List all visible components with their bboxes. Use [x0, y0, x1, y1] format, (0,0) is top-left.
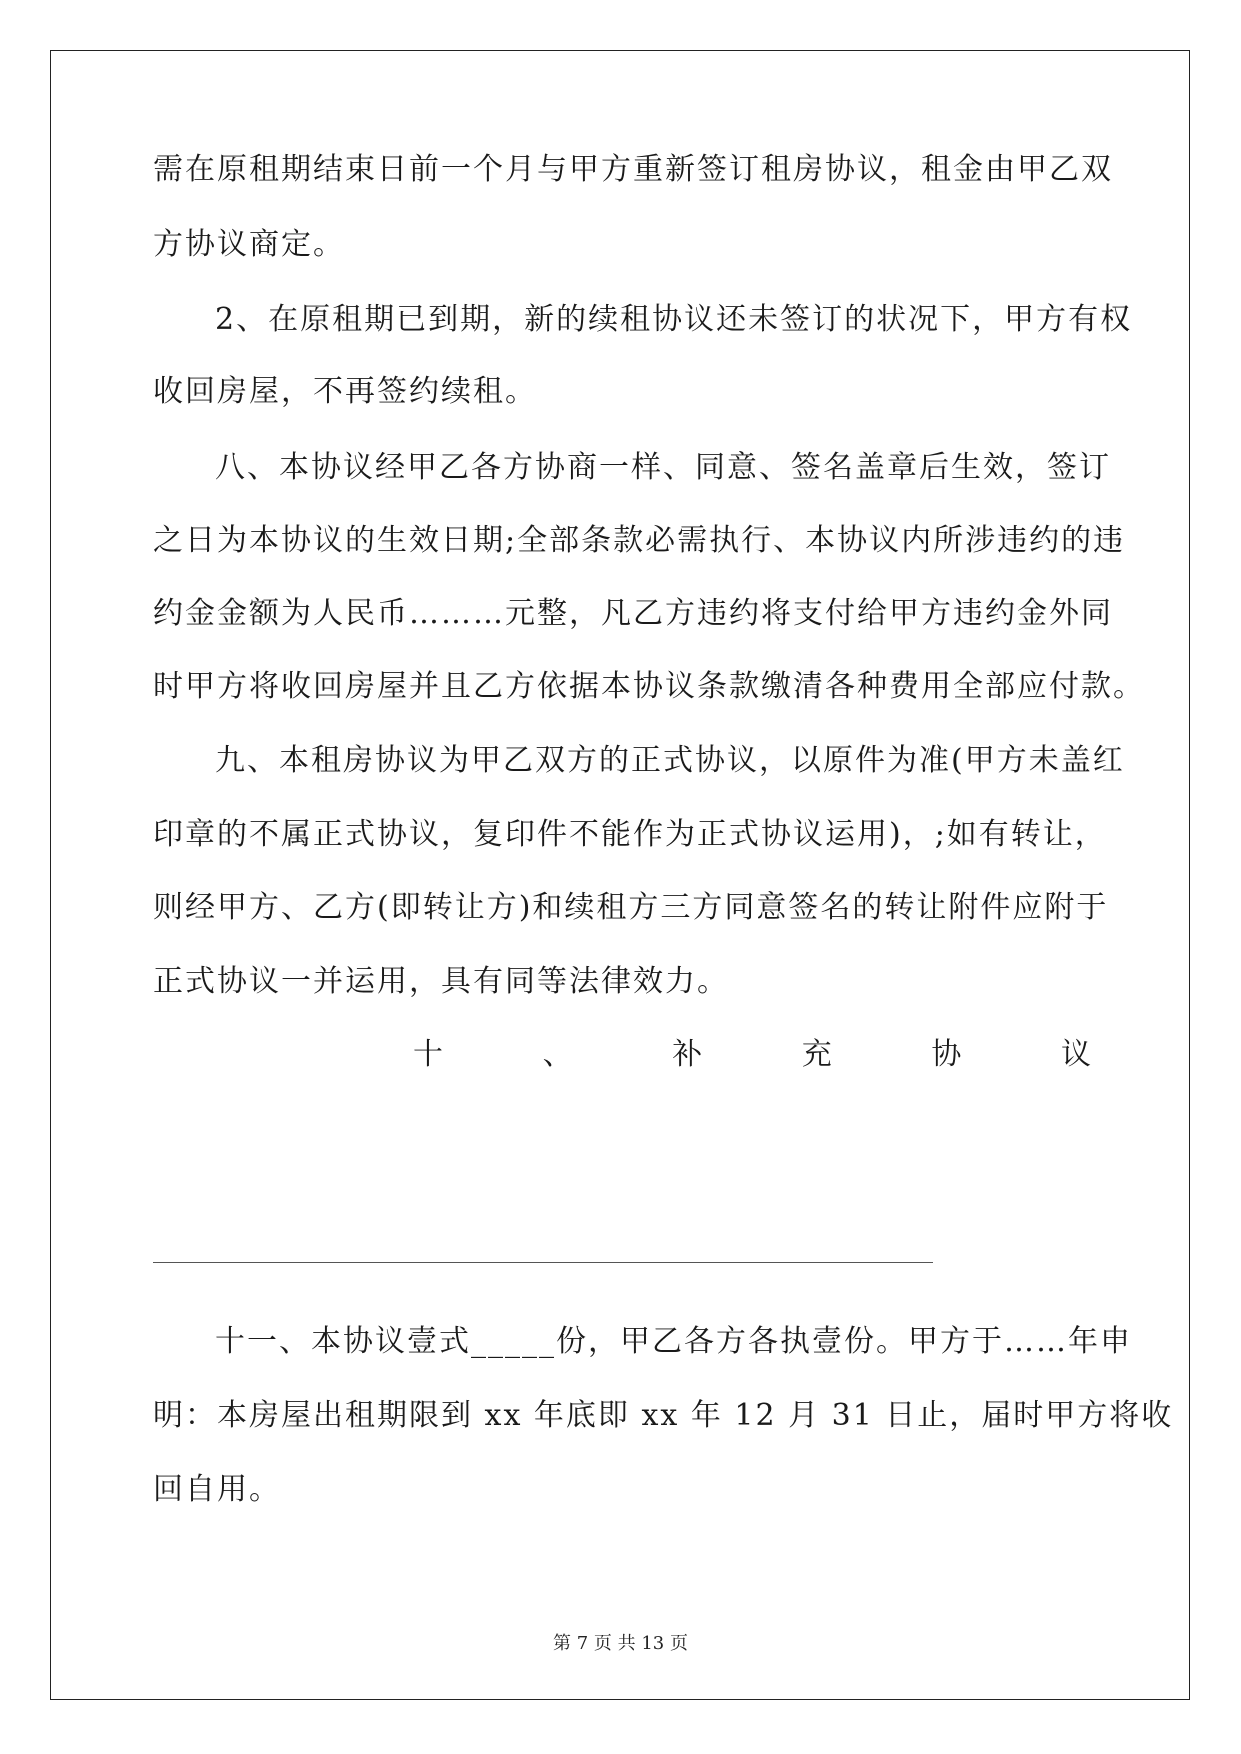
text-line-8: 时甲方将收回房屋并且乙方依据本协议条款缴清各种费用全部应付款。: [153, 669, 1145, 704]
text-line-2: 方协议商定。: [153, 227, 345, 262]
text-line-6: 之日为本协议的生效日期;全部条款必需执行、本协议内所涉违约的违: [153, 523, 1126, 558]
text-line-9: 九、本租房协议为甲乙双方的正式协议，以原件为准(甲方未盖红: [215, 743, 1125, 778]
section-heading: [153, 1035, 1093, 1075]
text-line-10: 印章的不属正式协议，复印件不能作为正式协议运用)，;如有转让，: [153, 817, 1107, 852]
heading-char: 十: [413, 1037, 445, 1072]
text-line-15: 回自用。: [153, 1472, 281, 1507]
heading-char: 充: [801, 1037, 834, 1072]
page-number: 第 7 页 共 13 页: [553, 1633, 688, 1654]
text-line-3: 2、在原租期已到期，新的续租协议还未签订的状况下，甲方有权: [215, 302, 1133, 337]
heading-char: 议: [1060, 1037, 1093, 1072]
text-line-11: 则经甲方、乙方(即转让方)和续租方三方同意签名的转让附件应附于: [153, 890, 1109, 925]
text-line-12: 正式协议一并运用，具有同等法律效力。: [153, 964, 729, 999]
heading-char: 协: [931, 1037, 964, 1072]
text-line-13: 十一、本协议壹式_____份，甲乙各方各执壹份。甲方于……年申: [215, 1324, 1132, 1359]
blank-fill-line: [153, 1262, 933, 1263]
text-line-1: 需在原租期结束日前一个月与甲方重新签订租房协议，租金由甲乙双: [153, 152, 1113, 187]
heading-char: 补: [672, 1037, 705, 1072]
text-line-7: 约金金额为人民币………元整，凡乙方违约将支付给甲方违约金外同: [153, 596, 1113, 631]
text-line-14: 明：本房屋出租期限到 xx 年底即 xx 年 12 月 31 日止，届时甲方将收: [153, 1398, 1174, 1433]
text-line-4: 收回房屋，不再签约续租。: [153, 374, 537, 409]
text-line-5: 八、本协议经甲乙各方协商一样、同意、签名盖章后生效，签订: [215, 450, 1111, 485]
page-border: [50, 50, 1190, 1700]
heading-char: 、: [542, 1037, 575, 1072]
